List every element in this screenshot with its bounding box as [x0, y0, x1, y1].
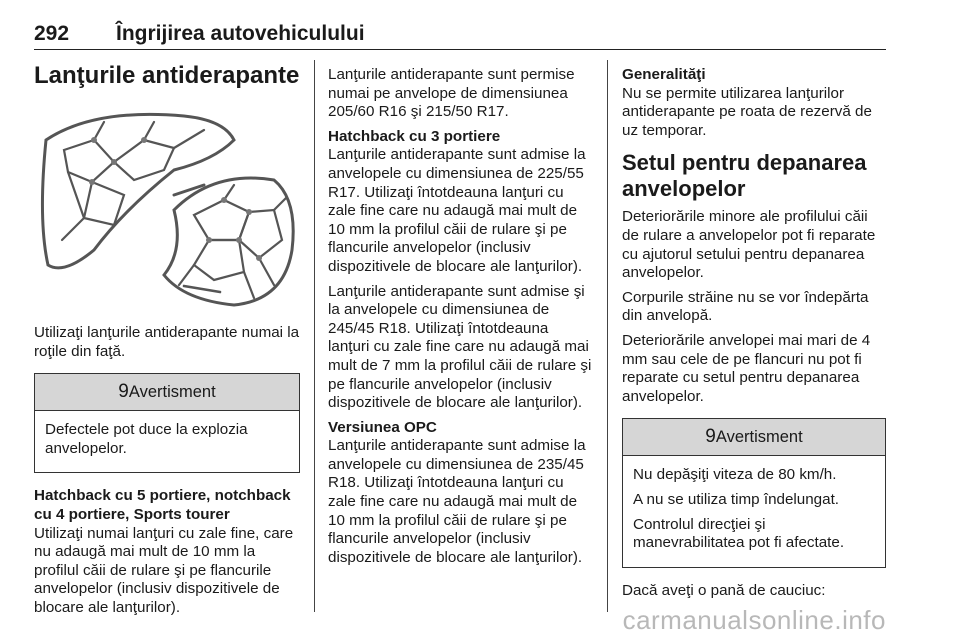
paragraph: Deteriorările anvelopei mai mari de 4 mm sau cele de pe flancuri nu pot fi reparate cu setul pentru depanarea anvelopelor. [622, 331, 871, 405]
column-2 [328, 66, 592, 573]
paragraph: Utilizaţi numai lanţuri cu zale fine, care nu adaugă mai mult de 10 mm la profilul căii de rulare şi pe flancurile anvelopelor (inclusiv dispozitivele de blocare ale lanţurilor). [34, 524, 294, 616]
subsection-heading: Generalităţi [622, 66, 706, 83]
header-rule [34, 49, 886, 50]
warning-text: A nu se utiliza timp îndelungat. [633, 490, 840, 508]
warning-label: Avertisment [715, 428, 803, 447]
column-divider [314, 60, 315, 612]
warning-text: Controlul direcţiei şi manevrabilitatea pot fi afectate. [633, 515, 845, 552]
subsection-heading: Hatchback cu 5 portiere, notchback cu 4 portiere, Sports tourer [34, 487, 291, 523]
warning-box [622, 418, 886, 567]
warning-triangle-icon: 9 [118, 381, 129, 403]
column-1 [34, 60, 300, 624]
snow-chains-illustration [34, 100, 300, 310]
warning-body [35, 411, 299, 472]
paragraph: Deteriorările minore ale profilului căii de rulare a anvelopelor pot fi reparate cu ajutorul setului pentru depanarea anvelopelor. [622, 208, 876, 282]
paragraph: Dacă aveţi o pană de cauciuc: [622, 581, 826, 599]
warning-text: Nu depăşiţi viteza de 80 km/h. [633, 466, 837, 484]
paragraph: Lanţurile antiderapante sunt admise la anvelopele cu dimensiunea de 225/55 R17. Utilizaţi întotdeauna lanţuri cu zale fine care nu adaugă mai mult de 10 mm la profilul căii de rulare şi pe flancurile anvelopelor (inclusiv dispozitivele de blocare ale lanţurilor). [328, 146, 586, 275]
section-title: Lanţurile antiderapante [34, 62, 300, 89]
column-divider [607, 60, 608, 612]
page-header [34, 16, 886, 50]
warning-box [34, 373, 300, 473]
paragraph: Lanţurile antiderapante sunt permise numai pe anvelope de dimensiunea 205/60 R16 şi 215/50 R17. [328, 66, 575, 121]
subsection-heading: Hatchback cu 3 portiere [328, 127, 501, 145]
running-title: Îngrijirea autovehiculului [116, 22, 365, 45]
page-number: 292 [34, 22, 70, 45]
section-title: Setul pentru depanarea anvelopelor [622, 150, 867, 202]
warning-label: Avertisment [128, 383, 216, 402]
warning-header [623, 419, 885, 456]
subsection-heading: Versiunea OPC [328, 418, 437, 436]
paragraph: Lanţurile antiderapante sunt admise şi la anvelopele cu dimensiunea de 245/45 R18. Utilizaţi întotdeauna lanţuri cu zale fine care nu adaugă mai mult de 7 mm la profilul căii de rulare şi pe flancurile anvelopelor (inclusiv dispozitivele de blocare ale lanţurilor). [328, 282, 592, 412]
warning-body [623, 456, 885, 566]
paragraph: Lanţurile antiderapante sunt admise la anvelopele cu dimensiunea de 235/45 R18. Utilizaţi întotdeauna lanţuri cu zale fine care nu adaugă mai mult de 10 mm la profilul căii de rulare şi pe flancurile anvelopelor (inclusiv dispozitivele de blocare ale lanţurilor). [328, 437, 586, 566]
column-3 [622, 66, 886, 606]
warning-triangle-icon: 9 [705, 426, 716, 448]
watermark: carmanualsonline.info [622, 605, 886, 635]
paragraph: Nu se permite utilizarea lanţurilor antiderapante pe roata de rezervă de uz temporar. [622, 84, 872, 139]
paragraph: Corpurile străine nu se vor îndepărta din anvelopă. [622, 288, 869, 325]
warning-header [35, 374, 299, 411]
illustration-caption: Utilizaţi lanţurile antiderapante numai la roţile din faţă. [34, 324, 300, 360]
warning-text: Defectele pot duce la explozia anvelopelor. [45, 421, 248, 457]
